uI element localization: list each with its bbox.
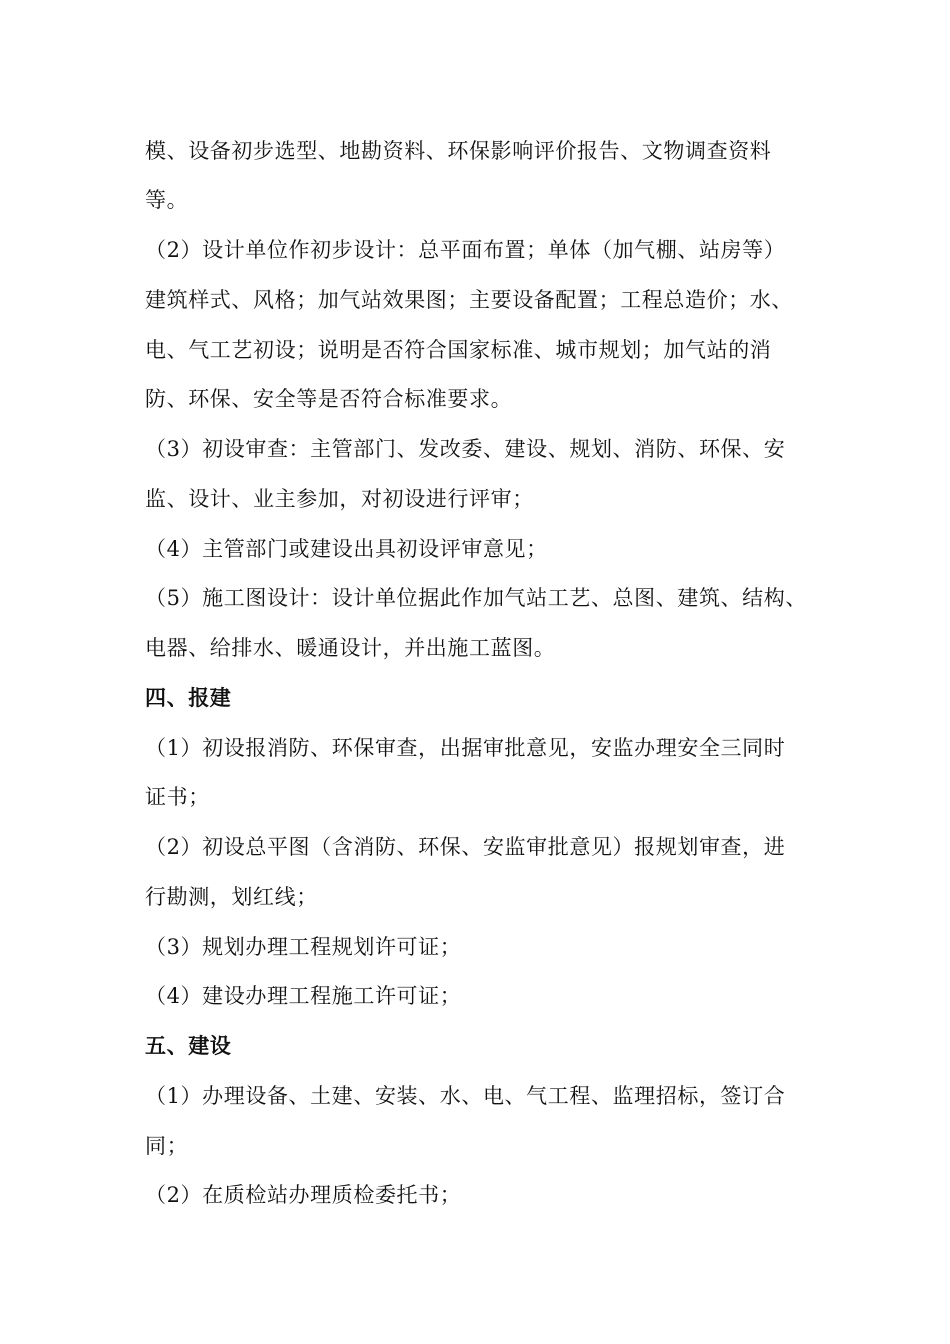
body-text-line: 同； [145,1134,189,1158]
body-text-line: 监、设计、业主参加，对初设进行评审； [145,487,534,511]
body-text-line: （1）初设报消防、环保审查，出据审批意见，安监办理安全三同时 [145,736,786,760]
body-text-line: 行勘测，划红线； [145,885,318,909]
section-heading: 四、报建 [145,686,232,710]
body-text-line: 建筑样式、风格；加气站效果图；主要设备配置；工程总造价；水、 [145,288,793,312]
body-text-line: （3）初设审查：主管部门、发改委、建设、规划、消防、环保、安 [145,437,786,461]
section-heading: 五、建设 [145,1034,232,1058]
body-text-line: （2）初设总平图（含消防、环保、安监审批意见）报规划审查，进 [145,835,786,859]
body-text-line: 等。 [145,188,189,212]
body-text-line: （3）规划办理工程规划许可证； [145,935,462,959]
body-text-line: 电、气工艺初设；说明是否符合国家标准、城市规划；加气站的消 [145,338,772,362]
body-text-line: 模、设备初步选型、地勘资料、环保影响评价报告、文物调查资料 [145,139,772,163]
body-text-line: （4）主管部门或建设出具初设评审意见； [145,537,548,561]
body-text-line: （5）施工图设计：设计单位据此作加气站工艺、总图、建筑、结构、 [145,586,807,610]
body-text-line: （4）建设办理工程施工许可证； [145,984,462,1008]
body-text-line: 防、环保、安全等是否符合标准要求。 [145,387,513,411]
body-text-line: 证书； [145,785,210,809]
body-text-line: （2）在质检站办理质检委托书； [145,1183,462,1207]
body-text-line: 电器、给排水、暖通设计，并出施工蓝图。 [145,636,556,660]
body-text-line: （2）设计单位作初步设计：总平面布置；单体（加气棚、站房等） [145,238,786,262]
body-text-line: （1）办理设备、土建、安装、水、电、气工程、监理招标，签订合 [145,1084,786,1108]
